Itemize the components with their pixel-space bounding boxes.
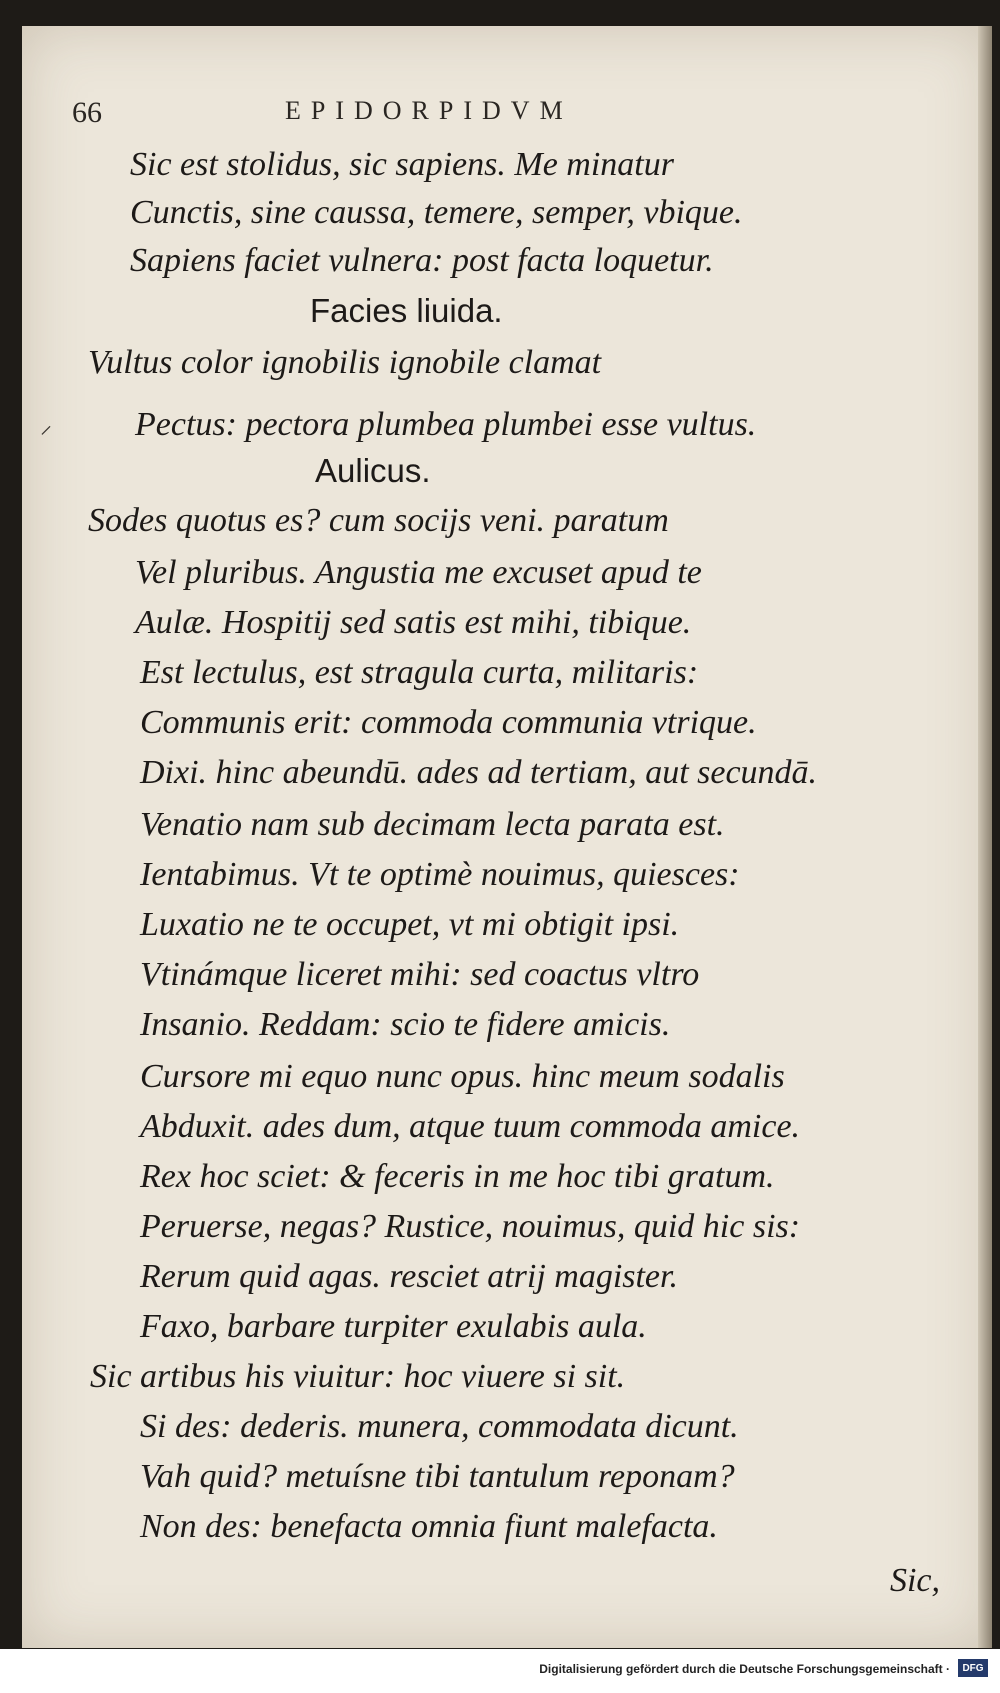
- text-line: Rex hoc sciet: & feceris in me hoc tibi gratum.: [140, 1158, 775, 1195]
- dfg-logo-icon: DFG: [958, 1659, 988, 1677]
- text-line: Vah quid? metuísne tibi tantulum reponam?: [140, 1458, 735, 1495]
- running-head: EPIDORPIDVM: [285, 96, 573, 125]
- text-line: Ientabimus. Vt te optimè nouimus, quiesces:: [140, 856, 740, 893]
- text-line: Luxatio ne te occupet, vt mi obtigit ipsi.: [140, 906, 680, 943]
- text-line: Sic est stolidus, sic sapiens. Me minatur: [130, 146, 674, 183]
- text-line: Vtinámque liceret mihi: sed coactus vltro: [140, 956, 700, 993]
- text-line: Communis erit: commoda communia vtrique.: [140, 704, 757, 741]
- digitization-credit: Digitalisierung gefördert durch die Deutsche Forschungsgemeinschaft ·: [539, 1662, 950, 1676]
- margin-mark-icon: ⸍: [40, 421, 52, 449]
- text-line: Rerum quid agas. resciet atrij magister.: [140, 1258, 678, 1295]
- text-line: Sodes quotus es? cum socijs veni. paratum: [88, 502, 669, 539]
- text-line: Sic artibus his viuitur: hoc viuere si sit.: [90, 1358, 626, 1395]
- text-line: Non des: benefacta omnia fiunt malefacta.: [140, 1508, 718, 1545]
- text-line: Insanio. Reddam: scio te fidere amicis.: [140, 1006, 671, 1043]
- page-header: [50, 68, 930, 129]
- text-line: Est lectulus, est stragula curta, militaris:: [140, 654, 699, 691]
- text-line: Cunctis, sine caussa, temere, semper, vbique.: [130, 194, 743, 231]
- text-line: Faxo, barbare turpiter exulabis aula.: [140, 1308, 647, 1345]
- text-line: Aulæ. Hospitij sed satis est mihi, tibique.: [135, 604, 692, 641]
- text-line: Sapiens faciet vulnera: post facta loquetur.: [130, 242, 714, 279]
- page-number: 66: [72, 96, 102, 129]
- page-edge: [978, 26, 992, 1648]
- text-line: Pectus: pectora plumbea plumbei esse vultus.: [135, 406, 757, 443]
- text-line: Si des: dederis. munera, commodata dicunt.: [140, 1408, 739, 1445]
- text-line: Vultus color ignobilis ignobile clamat: [88, 344, 602, 381]
- text-line: Venatio nam sub decimam lecta parata est.: [140, 806, 725, 843]
- text-line: Vel pluribus. Angustia me excuset apud te: [135, 554, 702, 591]
- text-line: Cursore mi equo nunc opus. hinc meum sodalis: [140, 1058, 785, 1095]
- section-heading: Facies liuida.: [310, 292, 503, 329]
- text-line: Dixi. hinc abeundū. ades ad tertiam, aut secundā.: [140, 754, 818, 791]
- text-line: Abduxit. ades dum, atque tuum commoda amice.: [140, 1108, 801, 1145]
- section-heading: Aulicus.: [315, 452, 431, 489]
- footer-bar: [0, 1649, 1000, 1693]
- catchword: Sic,: [889, 1562, 940, 1599]
- text-line: Peruerse, negas? Rustice, nouimus, quid hic sis:: [140, 1208, 801, 1245]
